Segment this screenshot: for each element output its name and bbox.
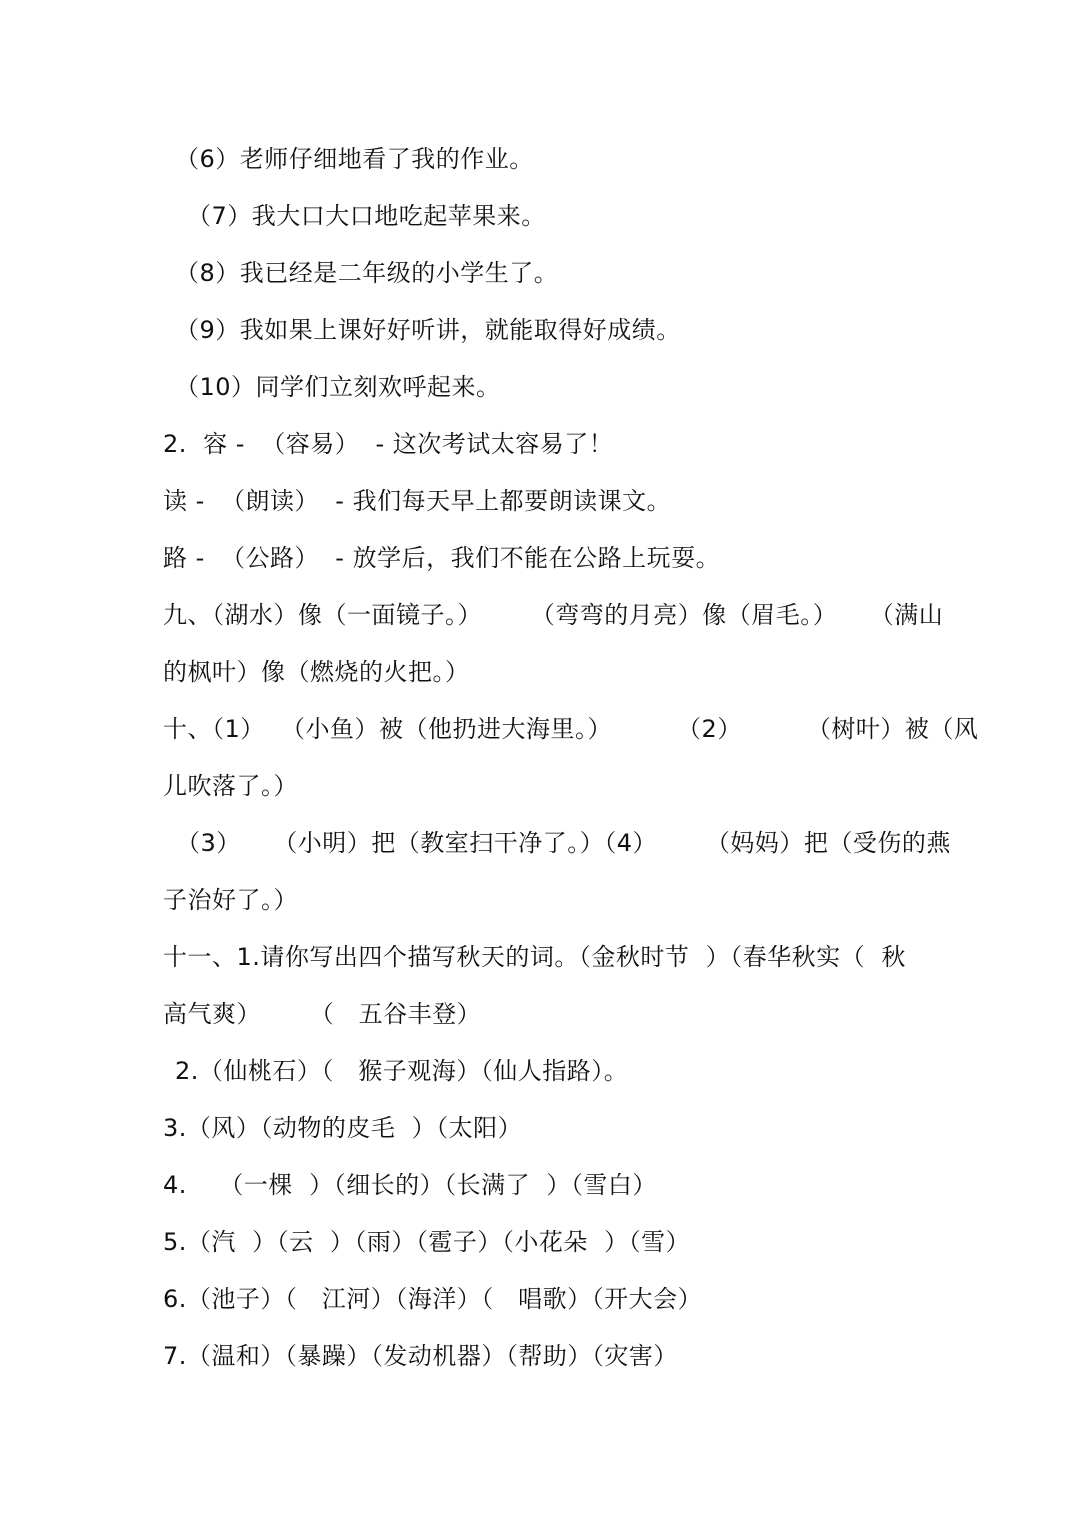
section-eleven-line-2: 高气爽） （ 五谷丰登） (163, 1000, 482, 1028)
answer-line-9: （9）我如果上课好好听讲，就能取得好成绩。 (175, 316, 681, 344)
answer-line-6: （6）老师仔细地看了我的作业。 (175, 145, 534, 173)
section-eleven-item-2: 2.（仙桃石）（ 猴子观海）（仙人指路）。 (175, 1057, 629, 1085)
section-eleven-item-4: 4. （一棵 ）（细长的）（长满了 ）（雪白） (163, 1171, 657, 1199)
word-group-lu: 路 - （公路） - 放学后，我们不能在公路上玩耍。 (163, 544, 721, 572)
section-nine-line-2: 的枫叶）像（燃烧的火把。） (163, 658, 470, 686)
section-ten-line-2: 儿吹落了。） (163, 772, 298, 800)
answer-line-10: （10）同学们立刻欢呼起来。 (175, 373, 501, 401)
section-ten-line-1: 十、（1） （小鱼）被（他扔进大海里。） （2） （树叶）被（风 (163, 715, 979, 743)
section-eleven-item-6: 6.（池子）（ 江河）（海洋）（ 唱歌）（开大会） (163, 1285, 703, 1313)
section-ten-line-4: 子治好了。） (163, 886, 298, 914)
section-eleven-item-5: 5.（汽 ）（云 ）（雨）（雹子）（小花朵 ）（雪） (163, 1228, 691, 1256)
section-ten-line-3: （3） （小明）把（教室扫干净了。）（4） （妈妈）把（受伤的燕 (176, 829, 951, 857)
section-eleven-line-1: 十一、1.请你写出四个描写秋天的词。（金秋时节 ）（春华秋实（ 秋 (163, 943, 906, 971)
section-eleven-item-3: 3.（风）（动物的皮毛 ）（太阳） (163, 1114, 523, 1142)
section-eleven-item-7: 7.（温和）（暴躁）（发动机器）（帮助）（灾害） (163, 1342, 678, 1370)
section-nine-line-1: 九、（湖水）像（一面镜子。） （弯弯的月亮）像（眉毛。） （满山 (163, 601, 944, 629)
word-group-du: 读 - （朗读） - 我们每天早上都要朗读课文。 (163, 487, 672, 515)
answer-line-8: （8）我已经是二年级的小学生了。 (175, 259, 559, 287)
word-group-rong: 2. 容 - （容易） - 这次考试太容易了！ (163, 430, 614, 458)
answer-line-7: （7）我大口大口地吃起苹果来。 (187, 202, 546, 230)
